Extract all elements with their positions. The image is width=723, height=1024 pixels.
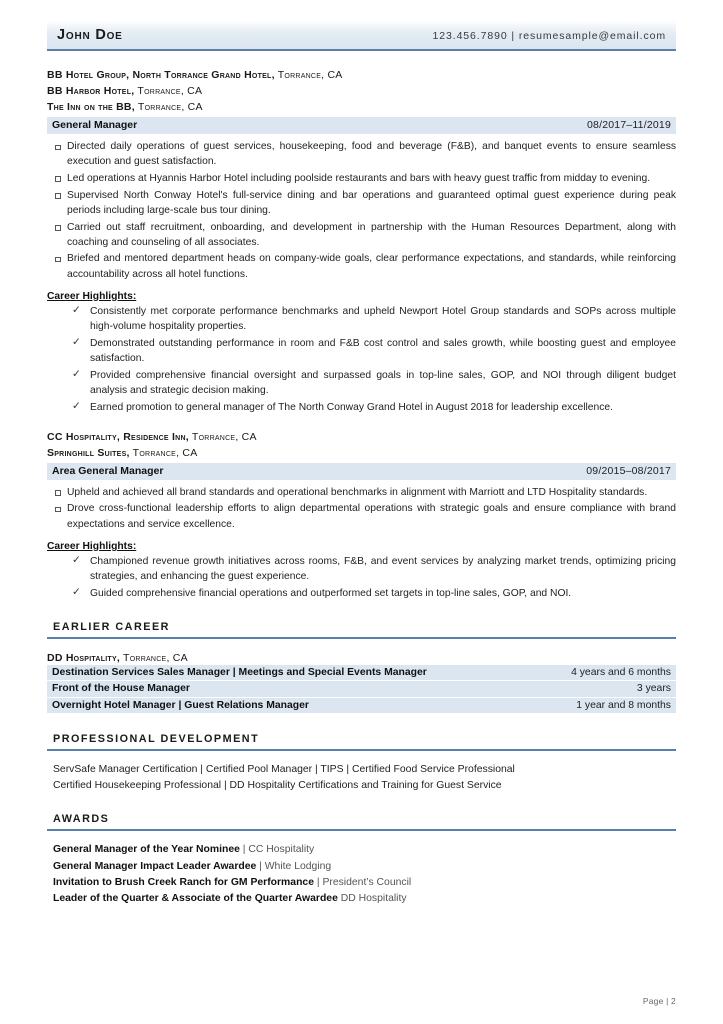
job-entry (47, 429, 676, 601)
job-title: Area General Manager (52, 464, 164, 477)
company-line (47, 429, 676, 445)
duty-item: Led operations at Hyannis Harbor Hotel including poolside restaurants and bars with heavy guest traffic from midday to evening. (47, 171, 676, 186)
company-line (47, 67, 676, 83)
company-location: Torrance, CA (129, 446, 198, 459)
list-item: Certified Housekeeping Professional | DD Hospitality Certifications and Training for Guest Service (53, 779, 502, 791)
job-title: General Manager (52, 119, 138, 131)
company-name: BB Hotel Group, North Torrance Grand Hotel, (47, 69, 275, 81)
job-title-bar (47, 463, 676, 480)
company-line (47, 445, 676, 461)
contact-info: 123.456.7890 | resumesample@email.com (432, 30, 666, 42)
role-title: Overnight Hotel Manager | Guest Relations Manager (52, 699, 309, 711)
award-org: | CC Hospitality (239, 844, 315, 856)
award-org: | White Lodging (256, 860, 332, 872)
award-org: DD Hospitality (337, 893, 407, 905)
company-location: Torrance, CA (134, 101, 203, 113)
company-name: The Inn on the BB, (47, 101, 135, 113)
experience-section (47, 67, 676, 601)
table-row (47, 665, 676, 682)
job-duties-list (47, 139, 676, 282)
list-item (53, 842, 676, 858)
company-name: CC Hospitality, Residence Inn, (47, 430, 189, 443)
award-name: Invitation to Brush Creek Ranch for GM Performance (53, 876, 314, 888)
section-heading-earlier-career: EARLIER CAREER (47, 621, 676, 639)
role-duration: 1 year and 8 months (576, 699, 671, 711)
job-duties-list (47, 485, 676, 532)
role-title: Front of the House Manager (52, 683, 190, 695)
list-item (53, 859, 676, 875)
highlight-item: ✓ Championed revenue growth initiatives across rooms, F&B, and event services by analyzing market trends, optimizing pricing strategies, and enhancing the guest experience. (47, 554, 676, 584)
list-item (53, 891, 676, 907)
company-name: BB Harbor Hotel, (47, 85, 135, 97)
professional-development-list (47, 762, 676, 793)
duty-item: Briefed and mentored department heads on company-wide goals, clear performance expectations, and standards, while reinforcing accountability across all hotel functions. (47, 251, 676, 281)
section-heading-professional-development: PROFESSIONAL DEVELOPMENT (47, 733, 676, 751)
award-name: General Manager Impact Leader Awardee (53, 860, 257, 872)
company-location: Torrance, CA (120, 651, 188, 664)
company-line (47, 652, 676, 664)
career-highlights-list (47, 554, 676, 601)
earlier-career-table (47, 665, 676, 714)
job-title-bar (47, 117, 676, 134)
highlight-item: ✓ Provided comprehensive financial oversight and surpassed goals in top-line sales, GOP, and NOI through diligent budget analysis and strategic decision making. (47, 368, 676, 398)
award-name: General Manager of the Year Nominee (53, 844, 240, 856)
highlight-item: ✓ Consistently met corporate performance benchmarks and upheld Newport Hotel Group standards and SOPs across multiple high-volume hospitality properties. (47, 304, 676, 334)
company-line (47, 99, 676, 115)
company-name: Springhill Suites, (47, 446, 130, 459)
awards-list (47, 842, 676, 907)
award-org: | President’s Council (313, 876, 412, 888)
list-item: ServSafe Manager Certification | Certified Pool Manager | TIPS | Certified Food Service Professional (53, 764, 515, 776)
career-highlights-label: Career Highlights: (47, 540, 137, 552)
company-location: Torrance, CA (134, 85, 203, 97)
company-line (47, 83, 676, 99)
duty-item: Drove cross-functional leadership efforts to align departmental operations with strategic goals and ensure compliance with brand expectations and service excellence. (47, 501, 676, 531)
career-highlights-label: Career Highlights: (47, 290, 137, 302)
list-item (53, 875, 676, 891)
company-location: Torrance, CA (188, 430, 257, 443)
job-dates: 08/2017–11/2019 (587, 119, 671, 131)
company-location: Torrance, CA (274, 69, 343, 81)
role-title: Destination Services Sales Manager | Meetings and Special Events Manager (52, 666, 427, 678)
highlight-item: ✓ Guided comprehensive financial operations and outperformed set targets in top-line sales, GOP, and NOI. (47, 586, 676, 601)
highlight-item: ✓ Demonstrated outstanding performance in room and F&B cost control and sales growth, while boosting guest and employee satisfaction. (47, 336, 676, 366)
job-dates: 09/2015–08/2017 (586, 464, 671, 477)
award-name: Leader of the Quarter & Associate of the Quarter Awardee (53, 893, 338, 905)
candidate-name: John Doe (57, 27, 123, 43)
section-heading-awards: AWARDS (47, 813, 676, 831)
company-name: DD Hospitality, (47, 651, 121, 664)
duty-item: Directed daily operations of guest services, housekeeping, food and beverage (F&B), and banquet events to ensure seamless execution and guest satisfaction. (47, 139, 676, 169)
career-highlights-list (47, 304, 676, 415)
role-duration: 4 years and 6 months (571, 666, 671, 678)
page-number: Page | 2 (642, 996, 676, 1006)
duty-item: Supervised North Conway Hotel's full-service dining and bar operations and guaranteed optimal guest experience during peak periods including large-scale bus tour dining. (47, 188, 676, 218)
job-entry (47, 67, 676, 415)
table-row (47, 681, 676, 698)
highlight-item: ✓ Earned promotion to general manager of The North Conway Grand Hotel in August 2018 for leadership excellence. (47, 400, 676, 415)
duty-item: Upheld and achieved all brand standards and operational benchmarks in alignment with Marriott and LTD Hospitality standards. (47, 485, 676, 500)
table-row (47, 698, 676, 714)
duty-item: Carried out staff recruitment, onboarding, and development in partnership with the Human Resources Department, along with coaching and counseling of all associates. (47, 220, 676, 250)
resume-header (47, 20, 676, 51)
role-duration: 3 years (636, 683, 671, 695)
